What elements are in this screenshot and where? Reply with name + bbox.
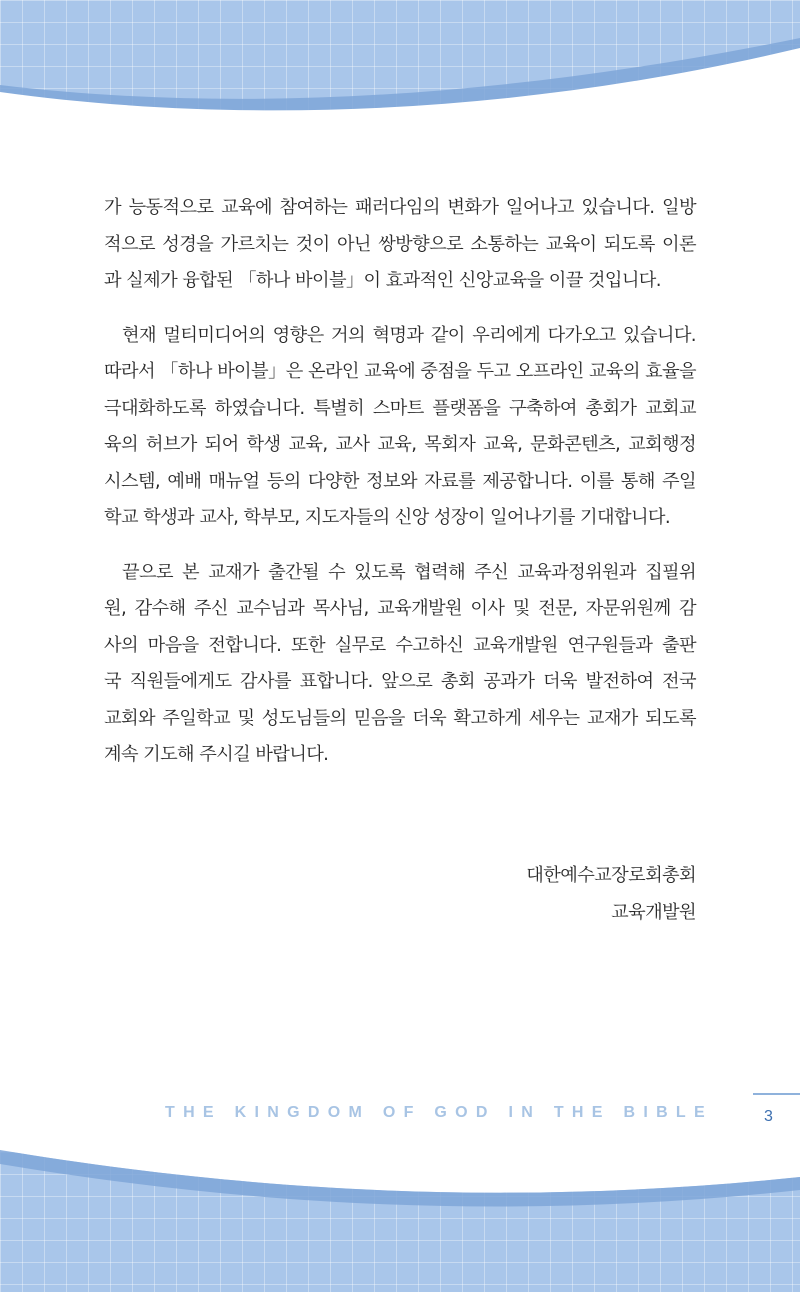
page-number-rule [753, 1093, 800, 1095]
text-line: 교회와 주일학교 및 성도님들의 믿음을 더욱 확고하게 세우는 교재가 되도록 [104, 707, 696, 729]
top-wave-decoration [0, 0, 800, 140]
text-line: 국 직원들에게도 감사를 표합니다. 앞으로 총회 공과가 더욱 발전하여 전국 [104, 671, 696, 692]
paragraph-2 [104, 318, 696, 537]
signature-dept: 교육개발원 [611, 901, 696, 923]
text-line: 과 실제가 융합된 「하나 바이블」이 효과적인 신앙교육을 이끌 것입니다. [104, 270, 661, 291]
signature-org: 대한예수교장로회총회 [526, 865, 696, 886]
page-number: 3 [764, 1108, 773, 1125]
signature-block [526, 858, 696, 931]
text-line: 끝으로 본 교재가 출간될 수 있도록 협력해 주신 교육과정위원과 집필위 [122, 561, 696, 583]
text-line: 극대화하도록 하였습니다. 특별히 스마트 플랫폼을 구축하여 총회가 교회교 [104, 397, 696, 419]
bottom-wave-decoration [0, 1142, 800, 1292]
text-line: 원, 감수해 주신 교수님과 목사님, 교육개발원 이사 및 전문, 자문위원께 감 [104, 598, 696, 619]
paragraph-1 [104, 190, 696, 300]
text-line: 학교 학생과 교사, 학부모, 지도자들의 신앙 성장이 일어나기를 기대합니다. [104, 507, 671, 528]
running-footer-title: THE KINGDOM OF GOD IN THE BIBLE [165, 1104, 713, 1121]
text-line: 사의 마음을 전합니다. 또한 실무로 수고하신 교육개발원 연구원들과 출판 [104, 634, 696, 656]
text-line: 계속 기도해 주시길 바랍니다. [104, 744, 329, 765]
text-line: 현재 멀티미디어의 영향은 거의 혁명과 같이 우리에게 다가오고 있습니다. [122, 324, 696, 346]
text-line: 육의 허브가 되어 학생 교육, 교사 교육, 목회자 교육, 문화콘텐츠, 교회행정 [104, 434, 696, 455]
paragraph-3 [104, 555, 696, 774]
body-text [104, 190, 696, 792]
text-line: 따라서 「하나 바이블」은 온라인 교육에 중점을 두고 오프라인 교육의 효율을 [104, 361, 696, 382]
text-line: 적으로 성경을 가르치는 것이 아닌 쌍방향으로 소통하는 교육이 되도록 이론 [104, 233, 696, 255]
text-line: 시스템, 예배 매뉴얼 등의 다양한 정보와 자료를 제공합니다. 이를 통해 주일 [104, 470, 696, 492]
text-line: 가 능동적으로 교육에 참여하는 패러다임의 변화가 일어나고 있습니다. 일방 [104, 197, 696, 218]
